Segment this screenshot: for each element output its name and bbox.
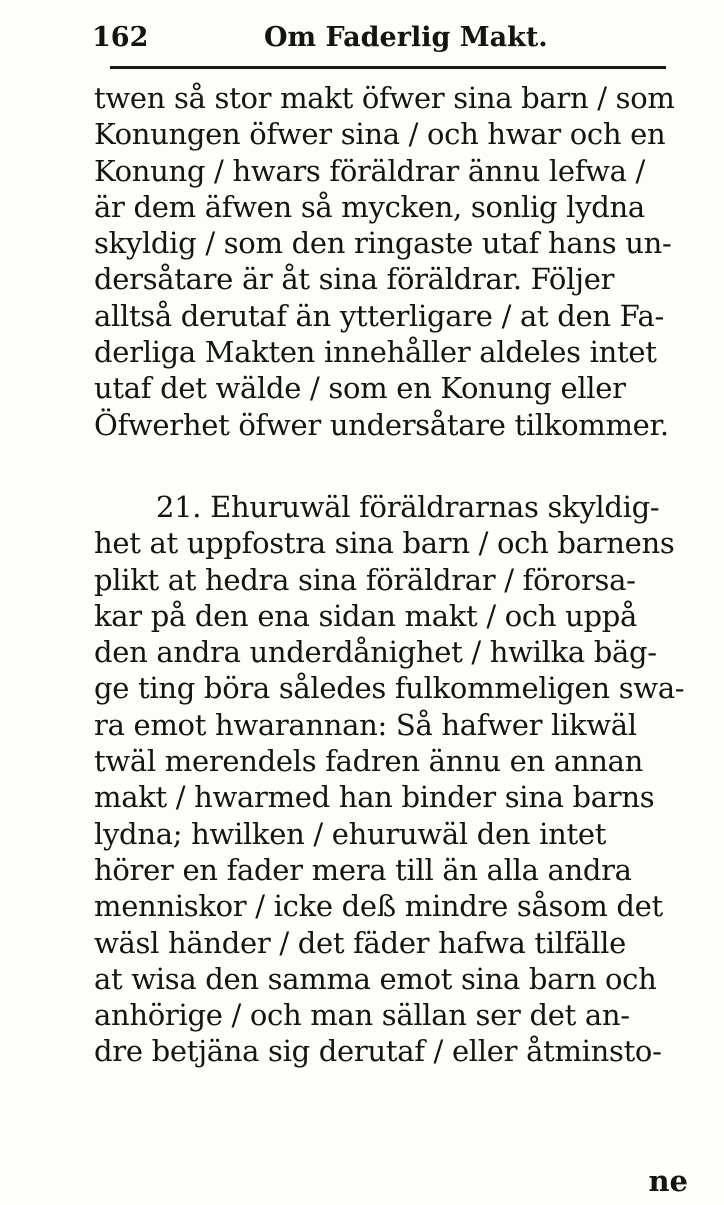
text-line: ra emot hwarannan: Så hafwer likwäl xyxy=(94,707,637,742)
paragraph-1 xyxy=(94,80,686,443)
text-line: twäl merendels fadren ännu en annan xyxy=(94,744,643,779)
paragraph-2 xyxy=(94,489,686,1070)
text-line: utaf det wälde / som en Konung eller xyxy=(94,371,626,406)
body-text xyxy=(94,80,686,1070)
text-line: är dem äfwen så mycken, sonlig lydna xyxy=(94,189,645,224)
text-line: skyldig / som den ringaste utaf hans un- xyxy=(94,226,672,261)
text-line: derliga Makten innehåller aldeles intet xyxy=(94,335,657,370)
text-line: lydna; hwilken / ehuruwäl den intet xyxy=(94,816,607,851)
text-line: ge ting böra således fulkommeligen swa- xyxy=(94,671,685,706)
text-line: kar på den ena sidan makt / och uppå xyxy=(94,598,638,633)
text-line: menniskor / icke deß mindre såsom det xyxy=(94,889,663,924)
text-line: Öfwerhet öfwer undersåtare tilkommer. xyxy=(94,407,669,442)
text-line: anhörige / och man sällan ser det an- xyxy=(94,998,630,1033)
text-line: plikt at hedra sina föräldrar / förorsa- xyxy=(94,562,636,597)
page-number: 162 xyxy=(92,22,149,53)
paragraph-gap xyxy=(94,443,686,489)
catchword: ne xyxy=(648,1164,688,1198)
running-title: Om Faderlig Makt. xyxy=(264,22,548,53)
text-line: Konung / hwars föräldrar ännu lefwa / xyxy=(94,153,646,188)
text-line: wäsl händer / det fäder hafwa tilfälle xyxy=(94,925,626,960)
text-line: hörer en fader mera till än alla andra xyxy=(94,852,632,887)
text-line: twen så stor makt öfwer sina barn / som xyxy=(94,81,675,115)
text-line: den andra underdånighet / hwilka bäg- xyxy=(94,635,657,670)
text-line: makt / hwarmed han binder sina barns xyxy=(94,780,655,815)
text-line: 21. Ehuruwäl föräldrarnas skyldig- xyxy=(156,489,660,524)
text-line: Konungen öfwer sina / och hwar och en xyxy=(94,117,666,152)
text-line: alltså derutaf än ytterligare / at den Fa- xyxy=(94,298,665,333)
text-line: dre betjäna sig derutaf / eller åtminsto- xyxy=(94,1034,662,1069)
text-line: dersåtare är åt sina föräldrar. Följer xyxy=(94,262,615,297)
header-rule xyxy=(110,66,666,69)
page-header xyxy=(92,16,652,58)
text-line: het at uppfostra sina barn / och barnens xyxy=(94,526,675,561)
text-line: at wisa den samma emot sina barn och xyxy=(94,961,657,996)
